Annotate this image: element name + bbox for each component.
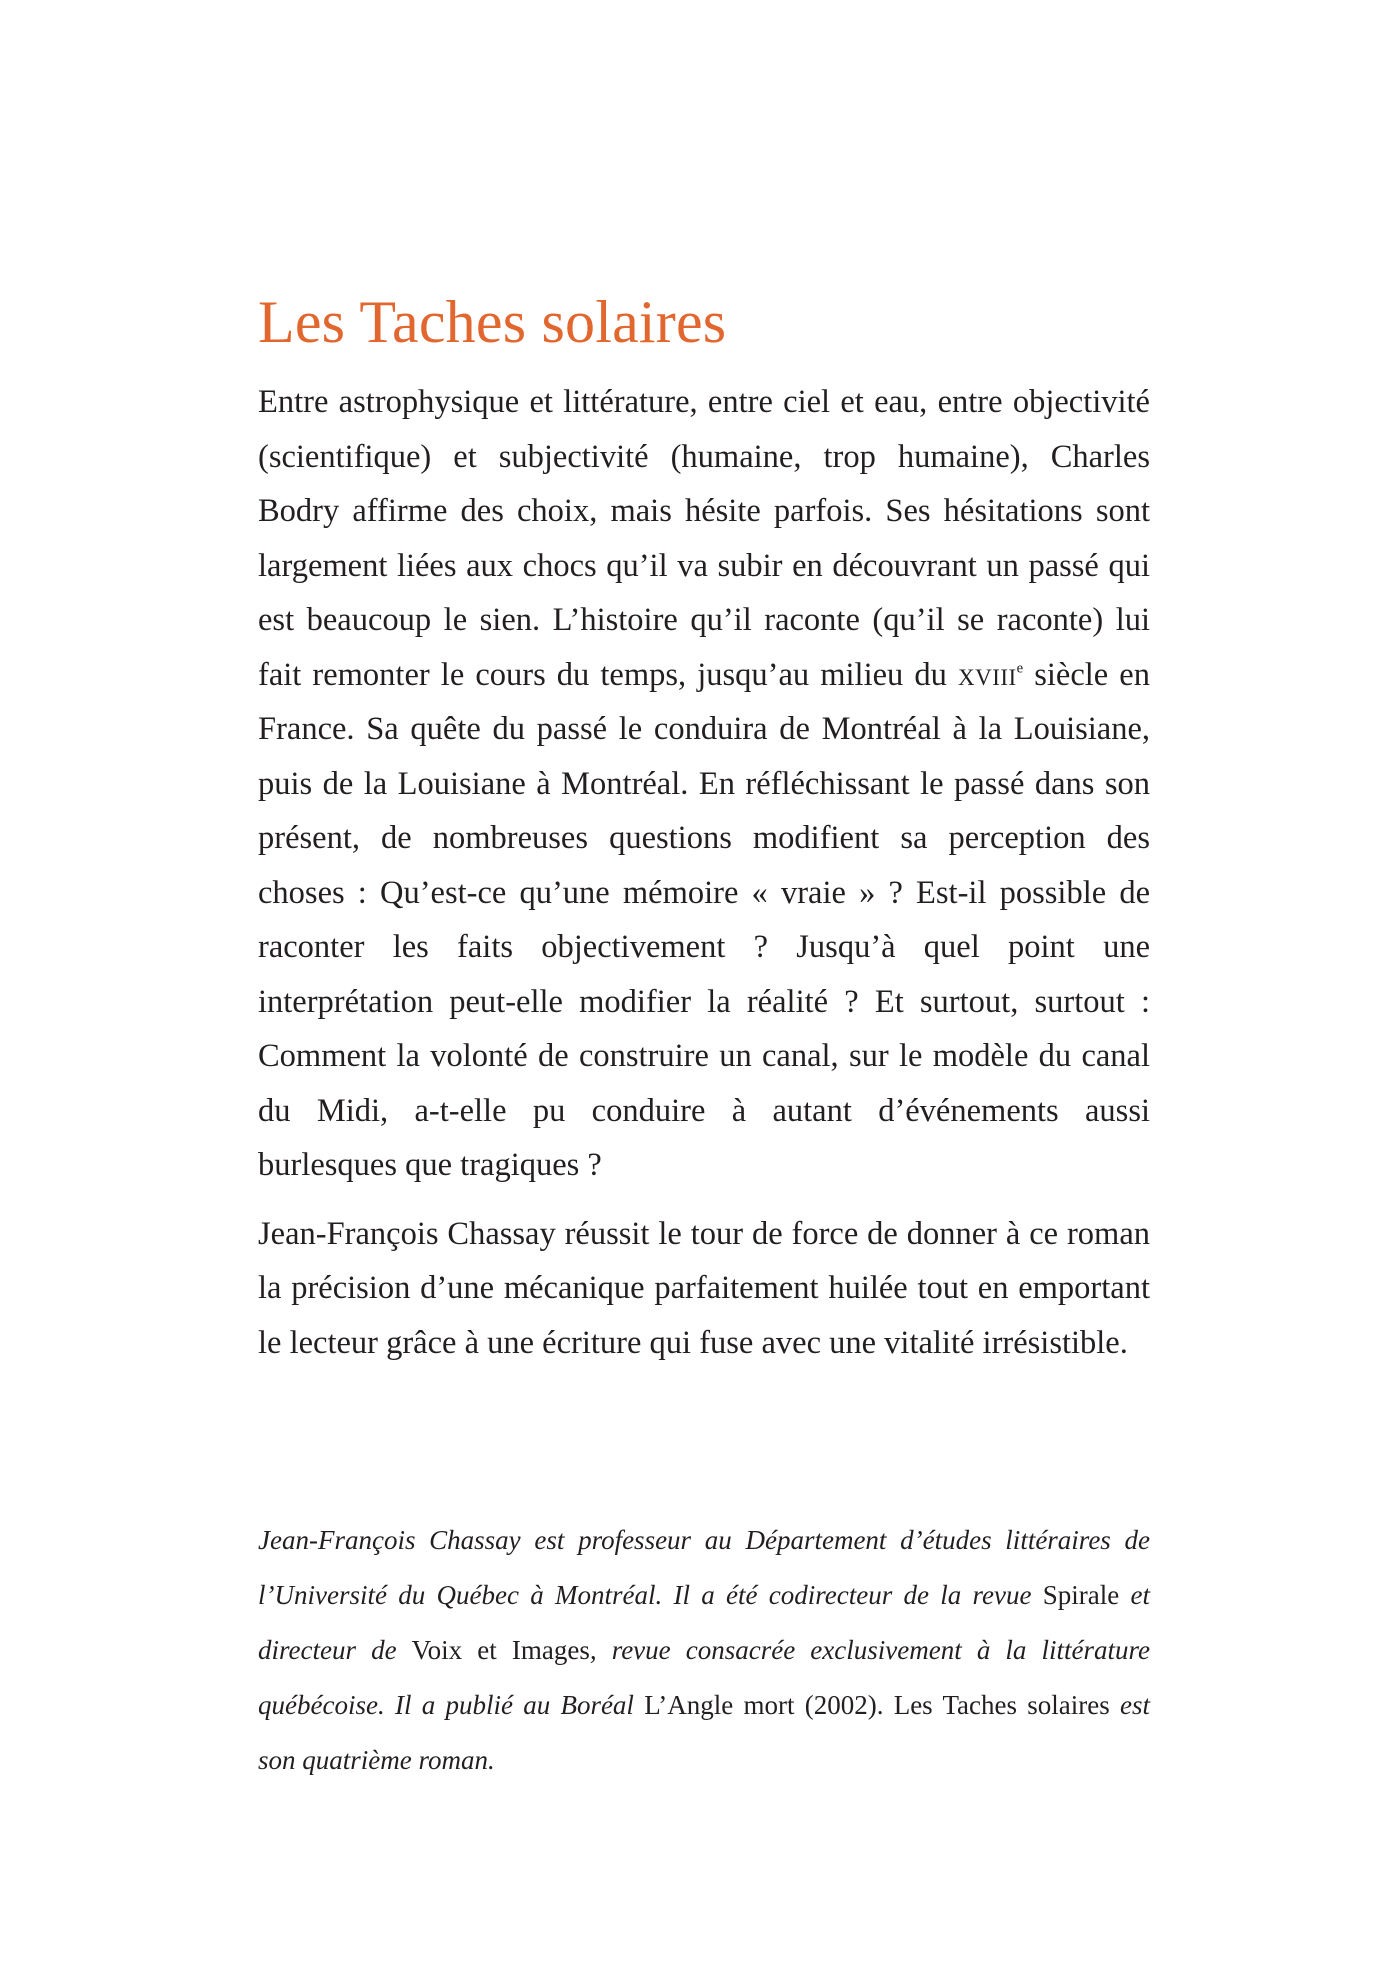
blurb-paragraph-1: [258, 375, 1150, 1193]
bio-text-1: Jean-François Chassay est professeur au Département d’études littéraires de l’Université du Québec à Montréal. Il a été codirecteur de la revue: [258, 1525, 1150, 1610]
bio-text-4: est son quatrième roman.: [258, 1690, 1151, 1775]
century-numeral: xviii: [957, 656, 1017, 693]
book-title-angle-mort: L’Angle mort: [644, 1690, 795, 1720]
century-suffix: e: [1016, 660, 1024, 677]
book-title: Les Taches solaires: [258, 289, 727, 355]
book-year: (2002).: [794, 1690, 894, 1720]
journal-title-spirale: Spirale: [1042, 1580, 1120, 1610]
blurb-text-after-century: siècle en France. Sa quête du passé le conduira de Montréal à la Louisiane, puis de la Louisiane à Montréal. En réfléchissant le passé dans son présent, de nombreuses questions modifient sa perception des choses : Qu’est-ce qu’une mémoire « vraie » ? Est-il possible de raconter les faits objectivement ? Jusqu’à quel point une interprétation peut-elle modifier la réalité ? Et surtout, surtout : Comment la volonté de construire un canal, sur le modèle du canal du Midi, a-t-elle pu conduire à autant d’événements aussi burlesques que tragiques ?: [258, 656, 1150, 1183]
bio-text-2: et directeur de: [258, 1580, 1150, 1665]
book-title-taches-solaires: Les Taches solaires: [893, 1690, 1110, 1720]
blurb-text-before-century: Entre astrophysique et littérature, entre ciel et eau, entre objectivité (scientifique) et subjectivité (humaine, trop humaine), Charles Bodry affirme des choix, mais hésite parfois. Ses hésitations sont largement liées aux chocs qu’il va subir en découvrant un passé qui est beaucoup le sien. L’histoire qu’il raconte (qu’il se raconte) lui fait remonter le cours du temps, jusqu’au milieu du: [258, 384, 1150, 693]
book-blurb: [258, 375, 1150, 1370]
bio-text-3: , revue consacrée exclusivement à la littérature québécoise. Il a publié au Boréal: [258, 1635, 1151, 1720]
journal-title-voix-et-images: Voix et Images: [411, 1635, 590, 1665]
blurb-paragraph-2: Jean-François Chassay réussit le tour de force de donner à ce roman la précision d’une mécanique parfaitement huilée tout en emportant le lecteur grâce à une écriture qui fuse avec une vitalité irrésistible.: [258, 1215, 1150, 1361]
author-bio: [258, 1513, 1150, 1788]
